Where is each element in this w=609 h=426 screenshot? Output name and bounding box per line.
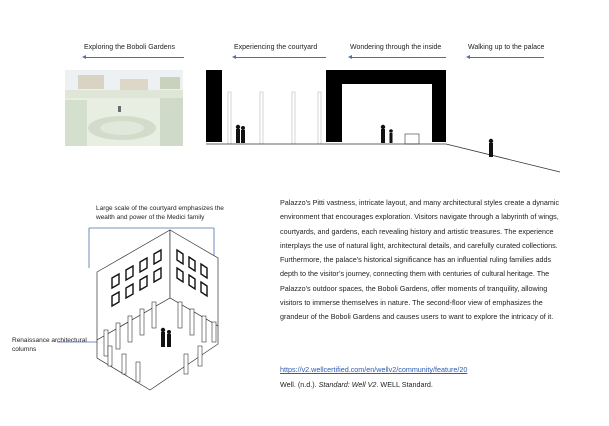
section-svg [0,0,609,180]
left-wall [206,70,222,142]
people-inside [381,125,393,143]
note-line: columns [12,346,37,353]
bench [405,134,419,144]
label-text: Wondering through the inside [350,44,442,51]
cite-title: Standard: Well V2 [318,380,377,389]
roof-slab [326,70,446,84]
column [260,92,263,144]
column [318,92,321,144]
approach-ramp [446,144,560,172]
people-courtyard [236,125,245,143]
cite-prefix: Well. (n.d.). [280,380,319,389]
inner-wall [326,70,342,142]
building-section-drawing [0,0,609,180]
iso-svg [0,180,270,426]
note-line: Renaissance architectural [12,337,87,344]
note-line: Large scale of the courtyard emphasizes the [96,205,224,212]
reference-link[interactable]: https://v2.wellcertified.com/en/wellv2/community/feature/20 [280,365,468,374]
column [228,92,231,144]
label-text: Experiencing the courtyard [234,44,318,51]
boboli-gardens-photo [65,70,183,146]
cite-suffix: . WELL Standard. [376,380,433,389]
person-walking [489,139,493,157]
label-text: Walking up to the palace [468,44,545,51]
label-text: Exploring the Boboli Gardens [84,44,176,51]
isometric-courtyard-drawing [0,180,270,426]
column [292,92,295,144]
facade-wall [432,70,446,142]
reference-citation [280,380,433,389]
note-line: wealth and power of the Medici family [96,214,205,221]
description-paragraph: Palazzo’s Pitti vastness, intricate layout, and many architectural styles create a dynamic environment that encourages exploration. Visitors navigate through a labyrinth of wings, courtyards, and gardens, each revealing history and artistic treasures. The experience interplays the use of natural light, architectural details, and carefully curated collections. Furthermore, the palace’s historical significance has an influential ruling families adds depth to the visitor’s journey, connecting them with centuries of cultural heritage. The Palazzo’s outdoor spaces, the Boboli Gardens, offer moments of tranquility, allowing visitors to immerse themselves in nature. The second-floor view of emphasizes the grandeur of the Boboli Gardens and causes users to want to explore the intricacy of it. [280,198,560,322]
